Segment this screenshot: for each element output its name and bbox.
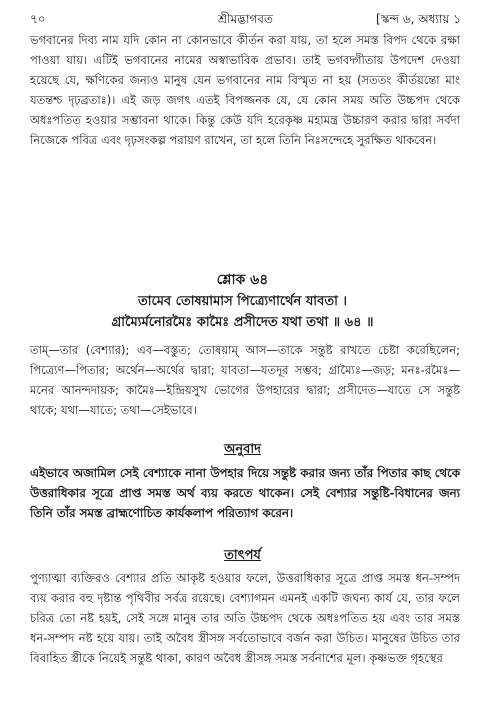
page-number: ৭০ <box>30 12 46 26</box>
purport-heading: তাৎপর্য <box>224 548 261 563</box>
verse-line-2: গ্রাম্যৈর্মনোরমৈঃ কামৈঃ প্রসীদেত যথা তথা ॥ ৬৪ ॥ <box>111 315 374 330</box>
verse-line-1: তামেব তোষয়ামাস পিত্র্যেণার্থেন যাবতা । <box>137 294 348 309</box>
running-title: শ্রীমদ্ভাগবত <box>217 12 273 26</box>
translation-text: এইভাবে অজামিল সেই বেশ্যাকে নানা উপহার দিয়ে সন্তুষ্ট করার জন্য তাঁর পিতার কাছ থেকে উত্তরাধিকার সূত্রে প্রাপ্ত সমস্ত অর্থ ব্যয় করতে থাকেন। সেই বেশ্যার সন্তুষ্টি-বিধানের জন্য তিনি তাঁর সমস্ত ব্রাহ্মণোচিত কার্যকলাপ পরিত্যাগ করেন। <box>30 466 460 520</box>
translation-heading: অনুবাদ <box>224 442 261 457</box>
verse-heading: শ্লোক ৬৪ <box>216 272 269 288</box>
intro-paragraph: ভগবানের দিব্য নাম যদি কোন না কোনভাবে কীর্তন করা যায়, তা হলে সমস্ত বিপদ থেকে রক্ষা পাওয়া যায়। এটিই ভগবানের নামের অস্বাভাবিক প্রভাব। তাই ভগবদ্গীতায় উপদেশ দেওয়া হয়েছে যে, ক্ষণিকের জন্যও মানুষ যেন ভগবানের নাম বিস্মৃত না হয় (সততং কীর্তয়ন্তো মাং যতন্তশ্চ দৃঢ়ব্রতাঃ)। এই জড় জগৎ এতই বিপজ্জনক যে, যে কোন সময় অতি উচ্চপদ থেকে অধঃপতিত হওয়ার সম্ভাবনা থাকে। কিন্তু কেউ যদি হরেকৃষ্ণ মহামন্ত্র উচ্চারণ করার দ্বারা সর্বদা নিজেকে পবিত্র এবং দৃঢ়সংকল্প পরায়ণ রাখেন, তা হলে তিনি নিঃসন্দেহে সুরক্ষিত থাকবেন। <box>30 33 460 147</box>
page-header <box>30 10 461 28</box>
purport-text: পুণ্যাত্মা ব্যক্তিরও বেশ্যার প্রতি আকৃষ্ট হওয়ার ফলে, উত্তরাধিকার সূত্রে প্রাপ্ত সমস্ত ধন-সম্পদ ব্যয় করার বহু দৃষ্টান্ত পৃথিবীর সর্বত্র রয়েছে। বেশ্যাগমন এমনই একটি জঘন্য কার্য যে, তার ফলে চরিত্র তো নষ্ট হয়ই, সেই সঙ্গে মানুষ তার অতি উচ্চপদ থেকে অধঃপতিত হয় এবং তার সমস্ত ধন-সম্পদ নষ্ট হয়ে যায়। তাই অবৈধ স্ত্রীসঙ্গ সর্বতোভাবে বর্জন করা উচিত। মানুষের উচিত তার বিবাহিত স্ত্রীকে নিয়েই সন্তুষ্ট থাকা, কারণ অবৈধ স্ত্রীসঙ্গ সমস্ত সর্বনাশের মূল। কৃষ্ণভক্ত গৃহস্থের <box>30 571 460 665</box>
chapter-reference: [স্কন্দ ৬, অধ্যায় ১ <box>376 12 461 26</box>
word-for-word-synonyms: তাম্—তার (বেশ্যার); এব—বস্তুত; তোষয়াম্ আস—তাকে সন্তুষ্ট রাখতে চেষ্টা করেছিলেন; পিত্র্যেণ—পিতার; অর্থেন—অর্থের দ্বারা; যাবতা—যতদূর সম্ভব; গ্রাম্যৈঃ—জড়; মনঃ-রমৈঃ—মনের আনন্দদায়ক; কামৈঃ—ইন্দ্রিয়সুখ ভোগের উপহারের দ্বারা; প্রসীদেত—যাতে সে সন্তুষ্ট থাকে; যথা—যাতে; তথা—সেইভাবে। <box>30 343 460 417</box>
